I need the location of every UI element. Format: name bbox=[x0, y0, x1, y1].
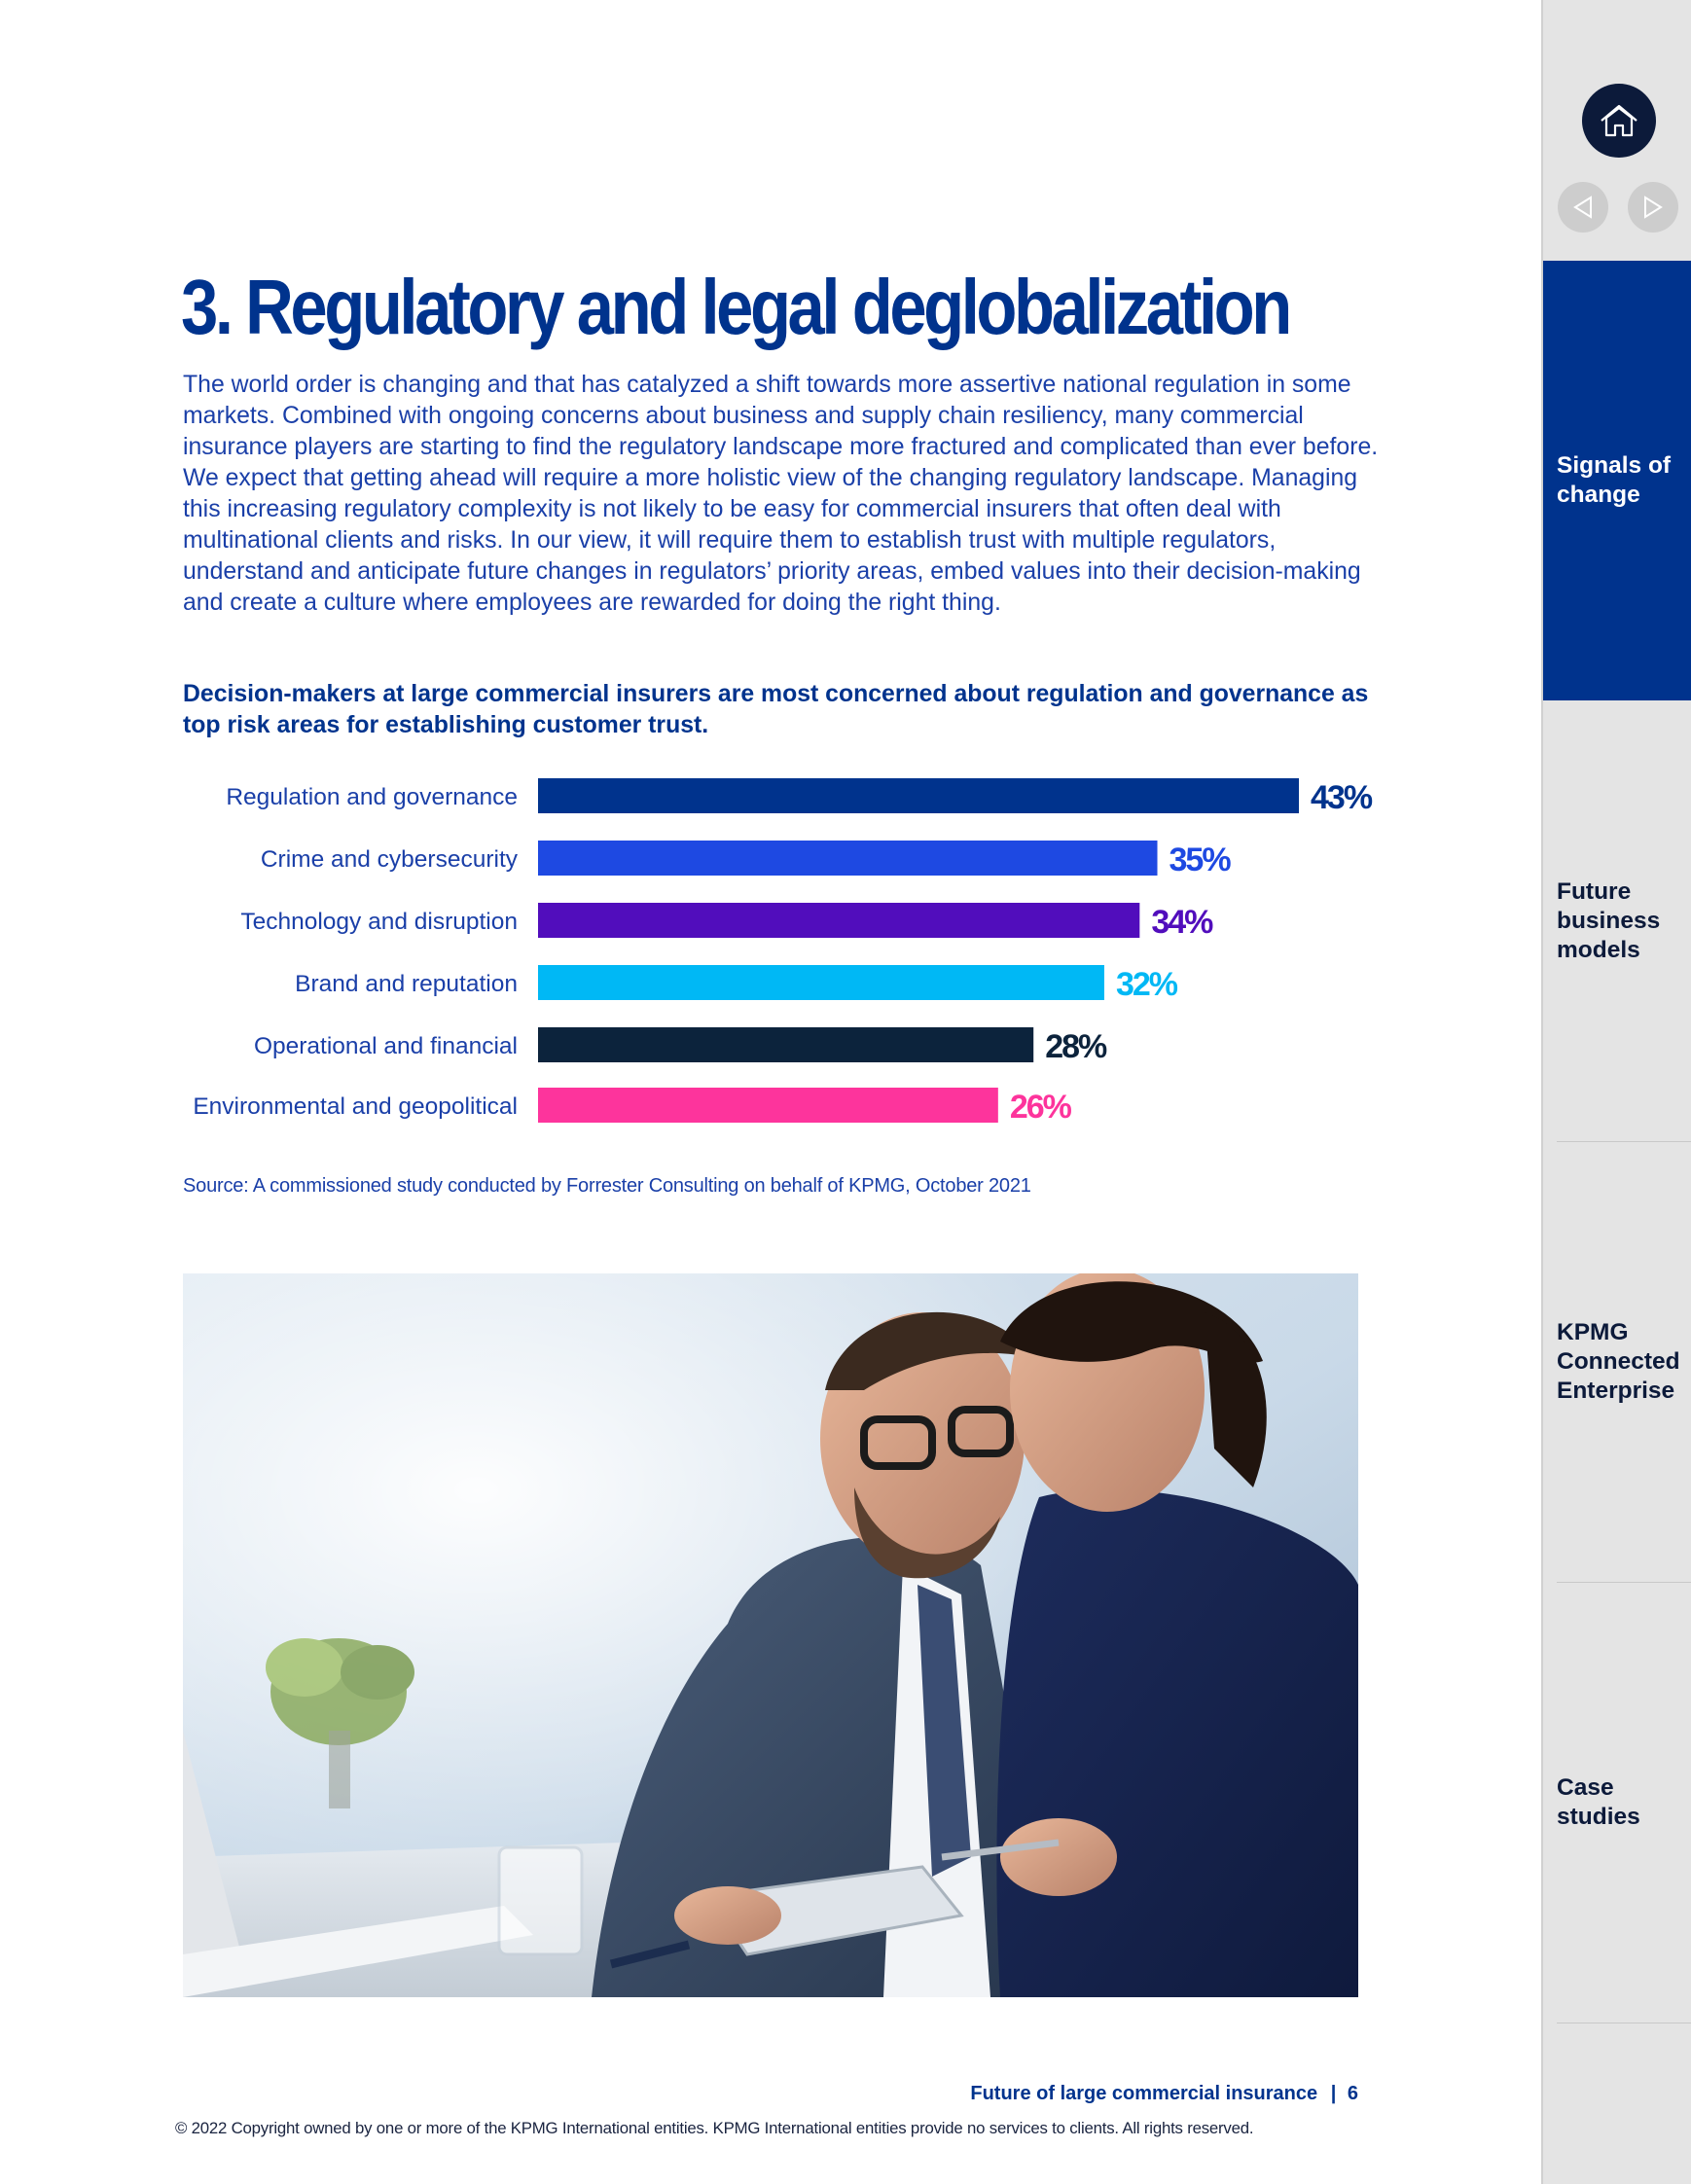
nav-kpmg-connected-enterprise[interactable] bbox=[1543, 1142, 1691, 1582]
nav-case-studies[interactable] bbox=[1543, 1583, 1691, 2023]
page-number: 6 bbox=[1347, 2083, 1358, 2104]
bar-value-label: 32% bbox=[1115, 966, 1177, 1003]
bar-category-label: Environmental and geopolitical bbox=[193, 1093, 518, 1120]
triangle-left-icon bbox=[1571, 195, 1595, 220]
bar-value-label: 26% bbox=[1009, 1089, 1070, 1126]
nav-signals-of-change-label: Signals of change bbox=[1557, 452, 1672, 508]
bar-value-label: 35% bbox=[1169, 841, 1230, 878]
footer-title-block bbox=[970, 2083, 1358, 2105]
bar-category-label: Brand and reputation bbox=[295, 971, 518, 997]
home-button[interactable] bbox=[1582, 84, 1656, 158]
business-meeting-photo bbox=[183, 1273, 1358, 1997]
bar-category-label: Operational and financial bbox=[253, 1033, 518, 1059]
page-title: 3. Regulatory and legal deglobalization bbox=[181, 263, 1289, 350]
bar-value-label: 43% bbox=[1311, 779, 1372, 816]
bar-regulation-and-governance bbox=[538, 778, 1299, 813]
next-page-button[interactable] bbox=[1628, 182, 1678, 233]
bar-technology-and-disruption bbox=[538, 903, 1139, 938]
copyright-notice: © 2022 Copyright owned by one or more of the KPMG International entities. KPMG International entities provide no services to clients. All rights reserved. bbox=[175, 2119, 1254, 2137]
intro-text: The world order is changing and that has catalyzed a shift towards more assertive national regulation in some markets. Combined with ongoing concerns about business and supply chain resiliency, many commercial insurance players are starting to find the regulatory landscape more fractured and complicated than ever before. We expect that getting ahead will require a more holistic view of the changing regulatory landscape. Managing this increasing regulatory complexity is not likely to be easy for commercial insurers that often deal with multinational clients and risks. In our view, it will require them to establish trust with multiple regulators, understand and anticipate future changes in regulators’ priority areas, embed values into their decision-making and create a culture where employees are rewarded for doing the right thing. bbox=[183, 372, 1379, 616]
nav-kpmg-connected-enterprise-label: KPMG Connected Enterprise bbox=[1557, 1319, 1680, 1404]
nav-signals-of-change[interactable] bbox=[1543, 261, 1691, 700]
bar-category-label: Crime and cybersecurity bbox=[260, 846, 518, 873]
nav-case-studies-label: Case studies bbox=[1557, 1774, 1640, 1830]
footer-title: Future of large commercial insurance bbox=[970, 2083, 1318, 2104]
nav-future-business-models[interactable] bbox=[1543, 702, 1691, 1140]
section-sidebar bbox=[1541, 0, 1691, 2184]
home-icon bbox=[1599, 102, 1639, 139]
bar-crime-and-cybersecurity bbox=[538, 841, 1158, 876]
chart-heading: Decision-makers at large commercial insurers are most concerned about regulation and governance as top risk areas for establishing customer trust. bbox=[183, 681, 1369, 738]
bar-environmental-and-geopolitical bbox=[538, 1088, 998, 1123]
chart-source: Source: A commissioned study conducted by Forrester Consulting on behalf of KPMG, October 2021 bbox=[183, 1175, 1031, 1197]
bar-category-label: Regulation and governance bbox=[226, 784, 518, 810]
bar-category-label: Technology and disruption bbox=[240, 909, 518, 935]
nav-future-business-models-label: Future business models bbox=[1557, 878, 1661, 963]
bar-value-label: 28% bbox=[1045, 1028, 1106, 1065]
intro-paragraph bbox=[183, 370, 1380, 619]
previous-page-button[interactable] bbox=[1558, 182, 1608, 233]
bar-operational-and-financial bbox=[538, 1027, 1033, 1062]
bar-value-label: 34% bbox=[1151, 904, 1212, 941]
bar-brand-and-reputation bbox=[538, 965, 1104, 1000]
triangle-right-icon bbox=[1641, 195, 1665, 220]
footer-separator: | bbox=[1330, 2083, 1337, 2104]
